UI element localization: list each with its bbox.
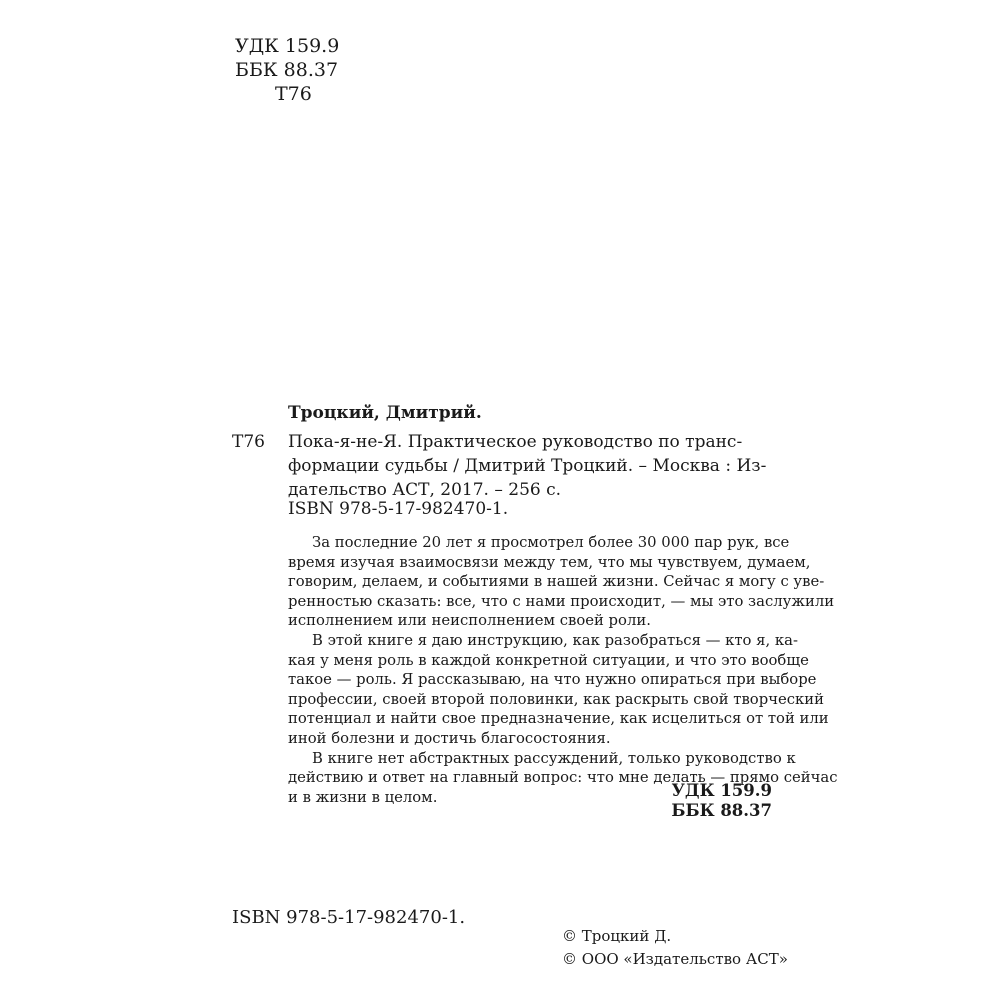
annotation-line: действию и ответ на главный вопрос: что мне делать — прямо сейчас xyxy=(288,769,838,787)
annotation-line: кая у меня роль в каждой конкретной ситуации, и что это вообще xyxy=(288,651,809,669)
top-classification-codes xyxy=(235,34,339,106)
biblio-line: дательство АСТ, 2017. – 256 с. xyxy=(288,480,562,500)
top-author-mark: Т76 xyxy=(275,83,312,105)
annotation-line: В книге нет абстрактных рассуждений, только руководство к xyxy=(312,749,796,767)
entry-udk-code: УДК 159.9 xyxy=(671,781,772,800)
annotation-line: время изучая взаимосвязи между тем, что мы чувствуем, думаем, xyxy=(288,553,811,571)
entry-isbn: ISBN 978-5-17-982470-1. xyxy=(288,499,509,519)
bottom-isbn: ISBN 978-5-17-982470-1. xyxy=(232,907,466,928)
entry-annotation xyxy=(288,533,838,807)
annotation-line: профессии, своей второй половинки, как раскрыть свой творческий xyxy=(288,690,824,708)
entry-author: Троцкий, Дмитрий. xyxy=(288,403,482,423)
annotation-line: За последние 20 лет я просмотрел более 30 000 пар рук, все xyxy=(312,534,790,551)
annotation-line: иной болезни и достичь благосостояния. xyxy=(288,729,611,747)
entry-author-mark: Т76 xyxy=(232,432,265,452)
annotation-line: потенциал и найти свое предназначение, как исцелиться от той или xyxy=(288,710,829,728)
biblio-line: формации судьбы / Дмитрий Троцкий. – Москва : Из- xyxy=(288,456,767,476)
annotation-line: В этой книге я даю инструкцию, как разобраться — кто я, ка- xyxy=(312,631,798,649)
top-bbk-code: ББК 88.37 xyxy=(235,59,339,81)
annotation-line: такое — роль. Я рассказываю, на что нужно опираться при выборе xyxy=(288,671,817,689)
entry-bbk-code: ББК 88.37 xyxy=(671,801,772,820)
biblio-line: Пока-я-не-Я. Практическое руководство по транс- xyxy=(288,432,743,452)
entry-bibliographic-description xyxy=(288,430,772,502)
annotation-line: и в жизни в целом. xyxy=(288,788,438,806)
copyright-author: © Троцкий Д. xyxy=(562,927,672,945)
annotation-line: ренностью сказать: все, что с нами происходит, — мы это заслужили xyxy=(288,592,835,610)
annotation-line: говорим, делаем, и событиями в нашей жизни. Сейчас я могу с уве- xyxy=(288,573,825,591)
copyright-notice xyxy=(562,925,788,971)
top-udk-code: УДК 159.9 xyxy=(235,35,340,57)
copyright-publisher: © ООО «Издательство АСТ» xyxy=(562,950,788,968)
entry-classification-codes xyxy=(671,781,772,821)
annotation-line: исполнением или неисполнением своей роли. xyxy=(288,612,651,630)
